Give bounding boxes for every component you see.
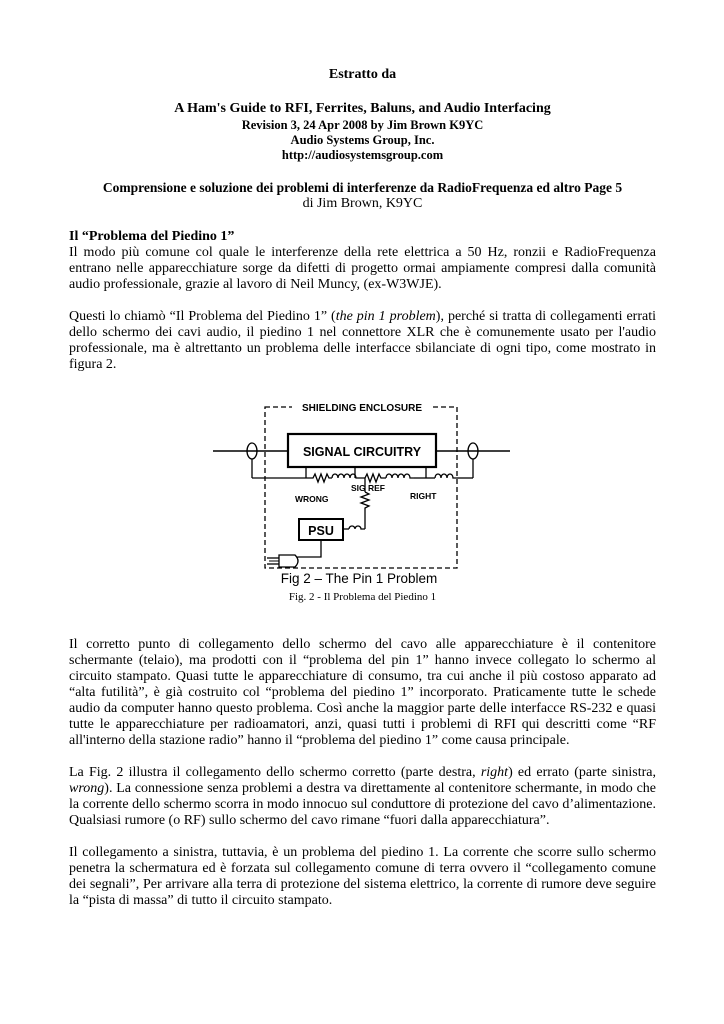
right-label: RIGHT — [410, 491, 437, 501]
shielding-label: SHIELDING ENCLOSURE — [301, 403, 423, 414]
figure-title: Fig 2 – The Pin 1 Problem — [280, 571, 438, 586]
paragraph-4-part-c: ). La connessione senza problemi a destra va direttamente al contenitore schermante, in modo che la corrente dello schermo scorra in modo innocuo sul conduttore di protezione del cavo d’alimentazione. Qualsiasi rumore (o RF) sullo schermo del cavo rimane “fuori dalla apparecchiatura”. — [69, 781, 656, 828]
sigref-resistor — [361, 492, 369, 511]
paragraph-2-part-a: Questi lo chiamò “Il Problema del Piedino 1” ( — [69, 309, 336, 324]
paragraph-5: Il collegamento a sinistra, tuttavia, è un problema del piedino 1. La corrente che scorre sullo schermo penetra la schermatura ed è forzata sul collegamento comune di terra ovvero il “collegamento comune dei segnali”, Per arrivare alla terra di protezione del sistema elettrico, la corrente di rumore deve seguire la “pista di massa” di tutto il circuito stampato. — [69, 845, 656, 908]
middle-resistor — [365, 474, 386, 482]
power-plug — [279, 555, 298, 567]
url-line: http://audiosystemsgroup.com — [281, 148, 444, 162]
document-page — [69, 66, 656, 909]
psu-label: PSU — [308, 524, 334, 538]
paragraph-2 — [69, 309, 656, 373]
paragraph-2-emphasis: the pin 1 problem — [335, 309, 436, 324]
middle-inductor — [386, 474, 414, 478]
left-resistor — [306, 474, 332, 482]
paragraph-4-part-a: La Fig. 2 illustra il collegamento dello schermo corretto (parte destra, — [69, 765, 481, 780]
company-line: Audio Systems Group, Inc. — [290, 133, 435, 147]
paragraph-4-emphasis-wrong: wrong — [69, 781, 105, 796]
paragraph-1: Il modo più comune col quale le interferenze della rete elettrica a 50 Hz, ronzii e RadioFrequenza entrano nelle apparecchiature sorge da difetti di progetto ormai ampiamente compresi dalla comunità audio professionale, grazie al lavoro di Neil Muncy, (ex-W3WJE). — [69, 245, 656, 292]
article-title: Comprensione e soluzione dei problemi di interferenze da RadioFrequenza ed altro Page 5 — [102, 180, 623, 195]
figure-2 — [69, 399, 656, 611]
left-inductor — [332, 474, 365, 478]
book-title: A Ham's Guide to RFI, Ferrites, Baluns, and Audio Interfacing — [174, 101, 551, 116]
revision-line: Revision 3, 24 Apr 2008 by Jim Brown K9YC — [241, 118, 484, 132]
pin1-diagram — [69, 399, 656, 611]
author-line: di Jim Brown, K9YC — [302, 196, 423, 211]
paragraph-2-part-b: ), perché si tratta di collegamenti errati dello schermo dei cavi audio, il piedino 1 nel connettore XLR che è comunemente usato per l'audio professionale, ma è altrettanto un problema delle interfacce sbilanciate di ogni tipo, come mostrato in figura 2. — [69, 309, 656, 372]
right-inductor — [435, 474, 457, 478]
extract-label: Estratto da — [328, 67, 397, 82]
paragraph-4-emphasis-right: right — [480, 765, 509, 780]
figure-caption: Fig. 2 - Il Problema del Piedino 1 — [288, 591, 437, 603]
paragraph-4 — [69, 765, 656, 829]
paragraph-4-part-b: ) ed errato (parte sinistra, — [508, 765, 656, 780]
sigref-label: SIG REF — [351, 483, 386, 493]
section-heading: Il “Problema del Piedino 1” — [69, 229, 235, 244]
wrong-label: WRONG — [295, 494, 329, 504]
paragraph-3: Il corretto punto di collegamento dello schermo del cavo alle apparecchiature è il contenitore schermante (telaio), ma prodotti con il “problema del pin 1” hanno invece collegato lo schermo al circuito stampato. Quasi tutte le apparecchiature di consumo, tra cui anche il più costoso apparato ad “alta futilità”, è già costruito col “problema del piedino 1” incorporato. Praticamente tutte le schede audio da computer hanno questo problema. Così anche la maggior parte delle interfacce RS-232 e quasi tutte le apparecchiature per radioamatori, anzi, quasi tutti i problemi di RFI qui descritti come “RF all'interno della stazione radio” hanno il “problema del piedino 1” come causa principale. — [69, 637, 656, 748]
signal-circuitry-label: SIGNAL CIRCUITRY — [302, 445, 422, 459]
